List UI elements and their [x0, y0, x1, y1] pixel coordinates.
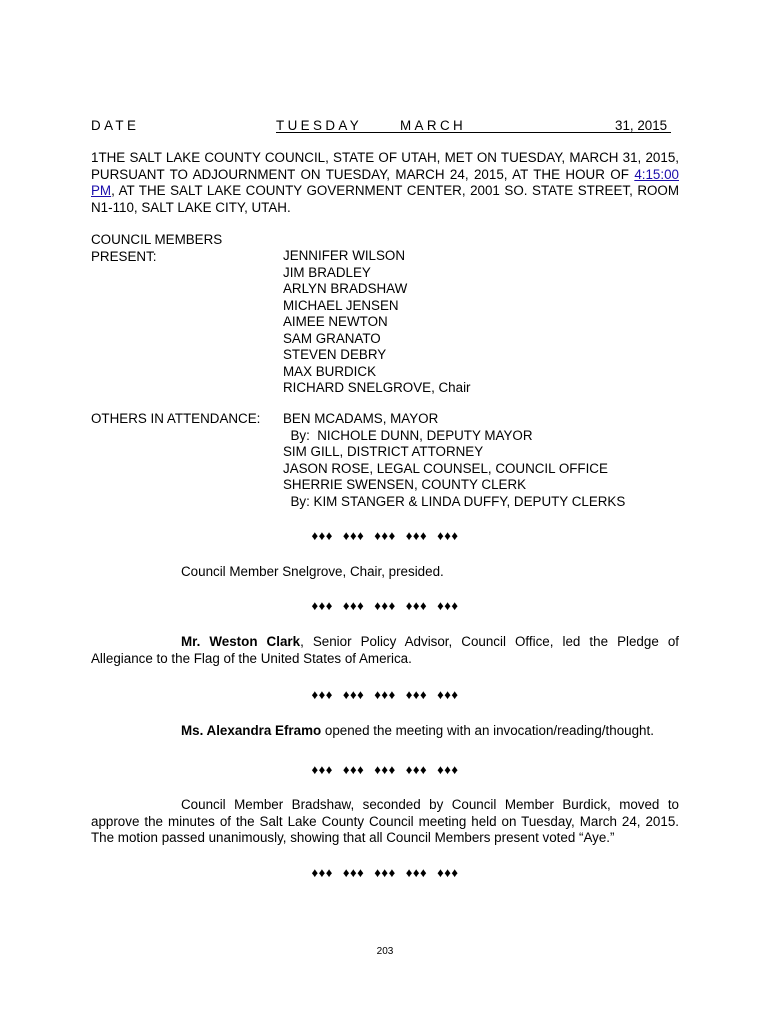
members-list — [283, 248, 471, 397]
date-month: MARCH — [400, 118, 467, 133]
diamond-group: ♦♦♦ — [342, 762, 365, 777]
invocation-paragraph — [91, 723, 679, 740]
diamond-group: ♦♦♦ — [342, 528, 365, 543]
member-item: RICHARD SNELGROVE, Chair — [283, 380, 471, 395]
separator — [0, 865, 770, 880]
diamond-group: ♦♦♦ — [437, 528, 459, 543]
separator — [0, 598, 770, 613]
pledge-name: Mr. Weston Clark — [181, 634, 301, 649]
separator — [0, 528, 770, 543]
attendee-item: By: NICHOLE DUNN, DEPUTY MAYOR — [283, 427, 533, 443]
date-day: TUESDAY — [276, 118, 363, 133]
attendee-item: BEN MCADAMS, MAYOR — [283, 411, 439, 426]
diamond-group: ♦♦♦ — [405, 762, 428, 777]
member-item: MAX BURDICK — [283, 363, 377, 379]
diamond-group: ♦♦♦ — [405, 528, 428, 543]
diamond-group: ♦♦♦ — [374, 865, 396, 880]
attendee-item: SHERRIE SWENSEN, COUNTY CLERK — [283, 477, 527, 492]
separator — [0, 762, 770, 777]
minutes-text: Council Member Bradshaw, seconded by Council Member Burdick, moved to approve the minutes of the Salt Lake County Council meeting held on Tuesday, March 24, 2015. The motion passed unanimously, showing that all Council Members present voted “Aye.” — [91, 797, 679, 845]
diamond-group: ♦♦♦ — [437, 598, 459, 613]
separator — [0, 687, 770, 702]
member-item: JENNIFER WILSON — [283, 248, 406, 263]
diamond-group: ♦♦♦ — [405, 598, 428, 613]
presided-text: Council Member Snelgrove, Chair, presided. — [181, 564, 444, 579]
date-label: DATE — [91, 118, 140, 133]
diamond-group: ♦♦♦ — [437, 865, 459, 880]
member-item: ARLYN BRADSHAW — [283, 281, 408, 296]
intro-paragraph — [91, 150, 679, 216]
member-item: STEVEN DEBRY — [283, 347, 387, 362]
diamond-group: ♦♦♦ — [342, 865, 365, 880]
diamond-group: ♦♦♦ — [311, 598, 333, 613]
member-item: MICHAEL JENSEN — [283, 297, 399, 313]
diamond-group: ♦♦♦ — [374, 762, 396, 777]
diamond-group: ♦♦♦ — [311, 528, 333, 543]
diamond-group: ♦♦♦ — [374, 598, 396, 613]
diamond-group: ♦♦♦ — [437, 762, 459, 777]
member-item: AIMEE NEWTON — [283, 314, 388, 329]
time-link[interactable]: 4:15:00 PM — [91, 166, 679, 198]
diamond-group: ♦♦♦ — [311, 865, 333, 880]
minutes-paragraph — [91, 797, 679, 847]
diamond-group: ♦♦♦ — [311, 687, 333, 702]
diamond-group: ♦♦♦ — [374, 687, 396, 702]
date-value: 31, 2015 — [615, 118, 668, 133]
present-label — [91, 232, 222, 265]
intro-text-after: , AT THE SALT LAKE COUNTY GOVERNMENT CENTER, 2001 SO. STATE STREET, ROOM N1-110, SALT LAKE CITY, UTAH. — [91, 183, 679, 215]
present-label-line1: COUNCIL MEMBERS — [91, 232, 223, 247]
diamond-group: ♦♦♦ — [311, 762, 333, 777]
others-list — [283, 411, 625, 510]
invocation-text: opened the meeting with an invocation/reading/thought. — [321, 723, 654, 738]
diamond-group: ♦♦♦ — [405, 687, 428, 702]
page-number: 203 — [376, 946, 394, 957]
member-item: JIM BRADLEY — [283, 264, 371, 280]
attendee-item: SIM GILL, DISTRICT ATTORNEY — [283, 444, 484, 459]
pledge-paragraph — [91, 634, 679, 667]
presided-paragraph — [91, 564, 679, 581]
member-item: SAM GRANATO — [283, 330, 381, 346]
present-label-line2: PRESENT: — [91, 248, 157, 264]
pledge-text: , Senior Policy Advisor, Council Office, led the Pledge of Allegiance to the Flag of the United States of America. — [91, 634, 679, 666]
diamond-group: ♦♦♦ — [405, 865, 428, 880]
others-label: OTHERS IN ATTENDANCE: — [91, 411, 261, 426]
attendee-item: JASON ROSE, LEGAL COUNSEL, COUNCIL OFFICE — [283, 460, 608, 476]
date-line — [91, 118, 671, 134]
date-underline — [276, 132, 671, 133]
diamond-group: ♦♦♦ — [342, 598, 365, 613]
diamond-group: ♦♦♦ — [342, 687, 365, 702]
attendee-item: By: KIM STANGER & LINDA DUFFY, DEPUTY CLERKS — [283, 493, 626, 509]
intro-text-before: 1THE SALT LAKE COUNTY COUNCIL, STATE OF UTAH, MET ON TUESDAY, MARCH 31, 2015, PURSUANT TO ADJOURNMENT ON TUESDAY, MARCH 24, 2015, AT THE HOUR OF — [91, 150, 679, 182]
diamond-group: ♦♦♦ — [437, 687, 459, 702]
diamond-group: ♦♦♦ — [374, 528, 396, 543]
invocation-name: Ms. Alexandra Eframo — [181, 723, 322, 738]
